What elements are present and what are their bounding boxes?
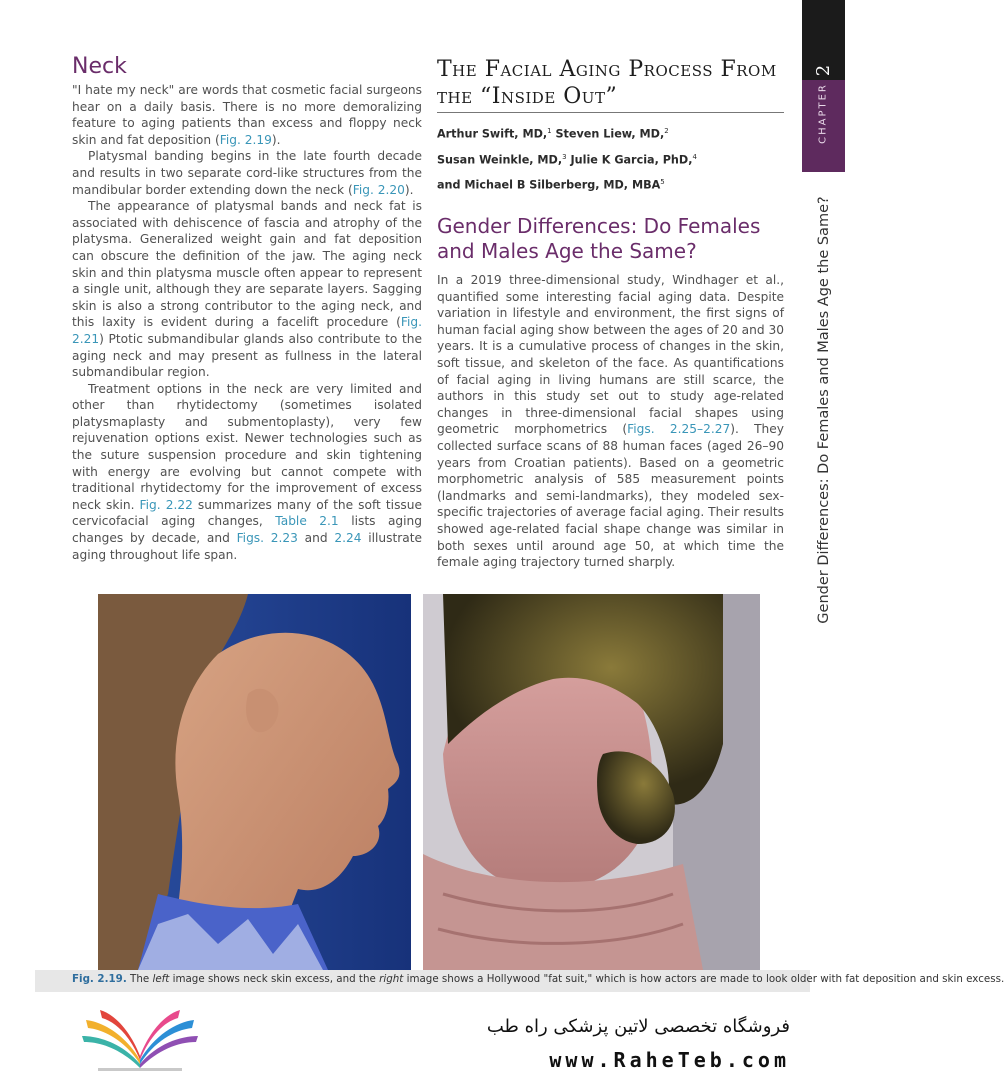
chapter-number: 2 (813, 64, 834, 77)
figure-reference-link[interactable]: Figs. 2.23 (236, 531, 298, 546)
author-name: Arthur Swift, MD, (437, 127, 548, 141)
author-name: Susan Weinkle, MD, (437, 153, 563, 167)
section-heading-neck: Neck (72, 54, 127, 79)
paragraph (72, 198, 422, 381)
author-line (437, 120, 787, 146)
body-text: lists aging changes by decade, and (72, 514, 422, 546)
author-line (437, 146, 787, 172)
body-text: and (297, 531, 335, 546)
figure-reference-link[interactable]: Fig. 2.21 (72, 315, 422, 346)
chapter-label: CHAPTER (817, 83, 829, 144)
figure-reference-link[interactable]: Figs. 2.25–2.27 (627, 422, 731, 437)
store-name: فروشگاه تخصصی لاتین پزشکی راه طب (486, 1016, 790, 1037)
author-affiliation-marker: 1 (547, 127, 552, 135)
caption-part-5: image shows a Hollywood "fat suit," which is how actors are made to look older with fat deposition and skin excess. (403, 973, 1004, 985)
fat-suit-illustration (423, 594, 760, 970)
author-affiliation-marker: 5 (660, 178, 665, 187)
body-text: Treatment options in the neck are very limited and other than rhytidectomy (sometimes isolated platysmaplasty and submentoplasty), very few rejuvenation options exist. Newer technologies such as the suture suspension procedure and skin tightening with energy are evolving but cannot compete with traditional rhytidectomy for the improvement of excess neck skin. (72, 381, 422, 512)
author-affiliation-marker: 4 (692, 152, 697, 161)
figure-reference-link[interactable]: Table 2.1 (275, 514, 339, 529)
neck-body (72, 82, 422, 563)
body-text: illustrate aging throughout life span. (72, 531, 422, 562)
gender-body (437, 272, 784, 571)
caption-left-word: left (152, 973, 170, 985)
body-text: Platysmal banding begins in the late fourth decade and results in two separate cord-like structures from the mandibular border extending down the neck ( (72, 149, 422, 197)
body-text: ). (271, 132, 281, 147)
caption-part-3: image shows neck skin excess, and the (169, 973, 380, 985)
body-text: "I hate my neck" are words that cosmetic facial surgeons hear on a daily basis. There is no more demoralizing feature to aging patients than excess and floppy neck skin and fat deposition ( (72, 83, 422, 147)
figure-reference-link[interactable]: Fig. 2.19 (219, 132, 272, 147)
body-text: The appearance of platysmal bands and neck fat is associated with dehiscence of fascia and atrophy of the platysma. Generalized weight gain and fat deposition can obscure the definition of the jaw. The aging neck skin and thin platysma muscle often appear to represent a single unit, although they are separate layers. Sagging skin is also a strong contributor to the aging neck, and this laxity is evident during a facelift procedure ( (72, 199, 422, 330)
paragraph (72, 381, 422, 564)
body-text: In a 2019 three-dimensional study, Windhager et al., quantified some interesting facial aging data. Despite variation in lifestyle and environment, the first signs of human facial aging show between the ages of 20 and 30 years. It is a cumulative process of changes in the skin, soft tissue, and skeleton of the face. As quantifications of facial aging in living humans are still scarce, the authors in this study set out to study age-related changes in three-dimensional facial shapes using geometric morphometrics ( (437, 273, 784, 437)
paragraph (72, 82, 422, 148)
author-affiliation-marker: 3 (562, 152, 567, 161)
chapter-title: The Facial Aging Process From the “Inside Out” (437, 57, 777, 109)
figure-left-photo (98, 594, 411, 970)
running-side-title: Gender Differences: Do Females and Males Age the Same? (816, 196, 832, 624)
figure-reference-link[interactable]: Fig. 2.22 (139, 497, 193, 512)
figure-right-photo (423, 594, 760, 970)
author-name: and Michael B Silberberg, MD, MBA (437, 179, 661, 193)
body-text: ) Ptotic submandibular glands also contribute to the aging neck and may present as fullness in the lateral submandibular region. (72, 331, 422, 380)
paragraph (72, 148, 422, 198)
open-book-icon (78, 1010, 203, 1072)
section-heading-gender: Gender Differences: Do Females and Males Age the Same? (437, 214, 761, 263)
body-text: ). (404, 182, 414, 197)
neck-profile-illustration (98, 594, 411, 970)
paragraph (437, 272, 784, 571)
figure-reference-link[interactable]: Fig. 2.20 (352, 182, 405, 197)
figure-label: Fig. 2.19. (72, 973, 127, 985)
caption-part-1: The (130, 973, 153, 985)
figure-caption (35, 970, 1004, 992)
author-name: Julie K Garcia, PhD, (570, 153, 693, 167)
author-list (437, 120, 787, 197)
figure-reference-link[interactable]: 2.24 (334, 531, 362, 546)
store-url[interactable]: www.RaheTeb.com (549, 1048, 790, 1072)
body-text: ). They collected surface scans of 88 human faces (aged 26–90 years from Croatian patients). Based on a geometric morphometric analysis of 585 measurement points (landmarks and semi-landmarks), they modeled sex-specific trajectories of average facial aging. Their results showed age-related facial shape change was similar in both sexes until around age 50, at which time the female aging trajectory turned sharply. (437, 422, 784, 570)
author-name: Steven Liew, MD, (555, 127, 665, 141)
title-rule (437, 112, 784, 113)
caption-right-word: right (379, 973, 404, 985)
author-affiliation-marker: 2 (664, 127, 669, 135)
body-text: summarizes many of the soft tissue cervicofacial aging changes, (72, 497, 422, 529)
author-line (437, 171, 787, 197)
store-book-logo (78, 1010, 203, 1072)
